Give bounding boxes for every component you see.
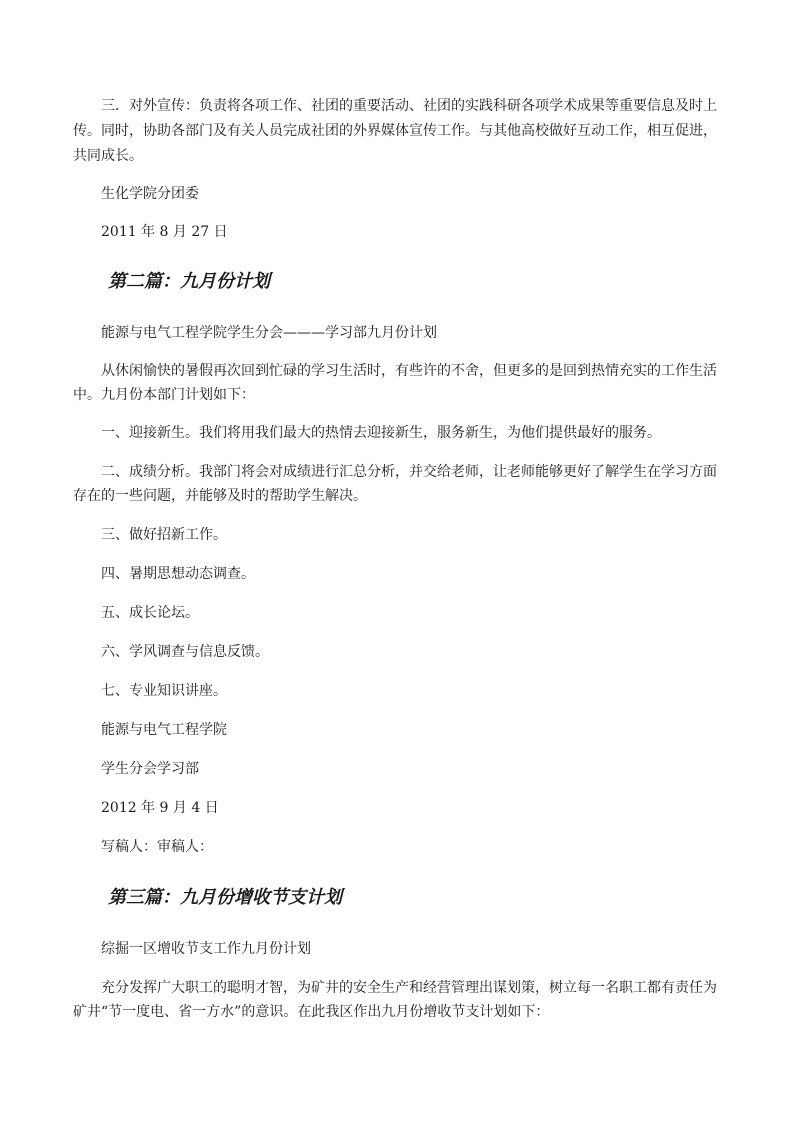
section3-para-line1: 充分发挥广大职工的聪明才智，为矿井的安全生产和经营管理出谋划策，树立每一名职工都有责任为	[101, 980, 717, 996]
signature-org: 生化学院分团委	[101, 186, 199, 202]
section3-subtitle: 综掘一区增收节支工作九月份计划	[101, 941, 311, 957]
section2-intro-line2: 中。九月份本部门计划如下：	[73, 387, 255, 403]
section2-intro-line1: 从休闲愉快的暑假再次回到忙碌的学习生活时，有些许的不舍，但更多的是回到热情充实的工作生活	[101, 363, 717, 379]
section-heading-3: 第三篇：九月份增收节支计划	[108, 887, 342, 908]
list-item-4: 四、暑期思想动态调查。	[101, 566, 255, 582]
section3-para-line2: 矿井“节一度电、省一方水”的意识。在此我区作出九月份增收节支计划如下：	[73, 1004, 550, 1020]
section2-subtitle: 能源与电气工程学院学生分会———学习部九月份计划	[101, 325, 437, 341]
section2-date: 2012 年 9 月 4 日	[101, 800, 219, 816]
section2-dept: 学生分会学习部	[101, 761, 199, 777]
list-item-6: 六、学风调查与信息反馈。	[101, 644, 269, 660]
list-item-1: 一、迎接新生。我们将用我们最大的热情去迎接新生，服务新生，为他们提供最好的服务。	[101, 425, 661, 441]
paragraph-external-publicity-line1: 三．对外宣传：负责将各项工作、社团的重要活动、社团的实践科研各项学术成果等重要信息及时上	[101, 98, 717, 114]
list-item-7: 七、专业知识讲座。	[101, 683, 227, 699]
paragraph-external-publicity-line3: 共同成长。	[73, 148, 143, 164]
signature-date: 2011 年 8 月 27 日	[101, 224, 228, 240]
list-item-3: 三、做好招新工作。	[101, 527, 227, 543]
paragraph-external-publicity-line2: 传。同时，协助各部门及有关人员完成社团的外界媒体宣传工作。与其他高校做好互动工作，相互促进，	[73, 123, 717, 139]
list-item-2-line1: 二、成绩分析。我部门将会对成绩进行汇总分析，并交给老师，让老师能够更好了解学生在学习方面	[101, 464, 717, 480]
section-heading-2: 第二篇：九月份计划	[108, 271, 270, 292]
section2-authors: 写稿人：审稿人：	[101, 839, 213, 855]
section2-org: 能源与电气工程学院	[101, 722, 227, 738]
list-item-2-line2: 存在的一些问题，并能够及时的帮助学生解决。	[73, 488, 367, 504]
list-item-5: 五、成长论坛。	[101, 605, 199, 621]
